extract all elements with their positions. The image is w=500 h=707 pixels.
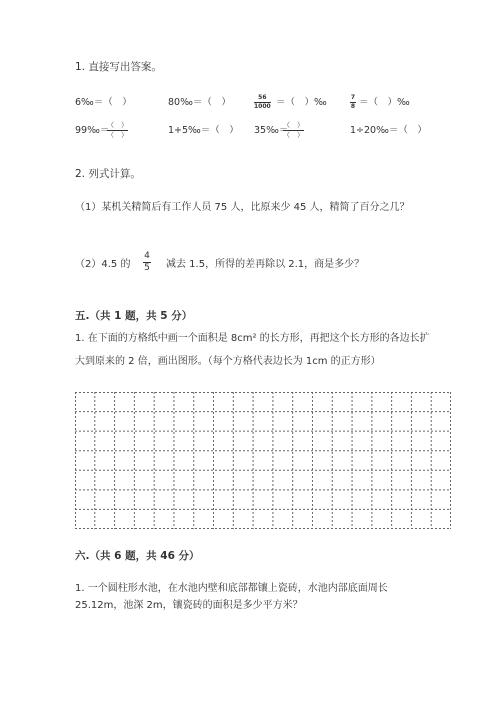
q1-item-1: 6‰＝（ ） <box>75 97 132 108</box>
fraction-denominator: 5 <box>144 263 150 273</box>
section-6-heading: 六.（共 6 题，共 46 分） <box>75 550 200 562</box>
fraction-denominator: （ ） <box>107 131 128 139</box>
q1-item-7-pre: 35‰＝ <box>254 125 289 136</box>
q1-item-2: 80‰＝（ ） <box>168 97 231 108</box>
q1-item-6: 1+5‰＝（ ） <box>168 125 239 136</box>
q1-item-4-fraction <box>350 95 356 110</box>
q1-item-7-fraction <box>283 122 304 139</box>
section-6-question-line-1: 1. 一个圆柱形水池，在水池内壁和底部都镶上瓷砖，水池内部底面周长 <box>75 583 388 594</box>
section-5-heading: 五.（共 1 题，共 5 分） <box>75 310 193 322</box>
q2-problem-1: （1）某机关精简后有工作人员 75 人，比原来少 45 人，精简了百分之几？ <box>75 202 410 213</box>
q1-item-3-fraction <box>254 95 271 110</box>
square-grid-paper[interactable] <box>75 392 451 529</box>
fraction-denominator: 8 <box>350 103 356 110</box>
q2-title: 2. 列式计算。 <box>75 168 141 180</box>
fraction-numerator: 56 <box>258 94 267 101</box>
q1-item-3-rest: ＝（ ）‰ <box>276 97 327 108</box>
q1-item-5-pre: 99‰＝ <box>75 125 110 136</box>
fraction-numerator: （ ） <box>107 121 128 129</box>
section-6-question-line-2: 25.12m，池深 2m，镶瓷砖的面积是多少平方米？ <box>75 600 303 611</box>
fraction-denominator: 1000 <box>254 103 271 110</box>
section-5-question-line-2: 大到原来的 2 倍，画出图形。（每个方格代表边长为 1cm 的正方形） <box>75 356 381 367</box>
q1-item-5-fraction <box>107 122 128 139</box>
q2-problem-2-fraction <box>143 252 151 273</box>
fraction-numerator: （ ） <box>283 121 304 129</box>
q2-problem-2-pre: （2）4.5 的 <box>75 259 131 270</box>
q1-item-4-rest: ＝（ ）‰ <box>359 97 410 108</box>
section-5-question-line-1: 1. 在下面的方格纸中画一个面积是 8cm² 的长方形，再把这个长方形的各边长扩 <box>75 333 430 344</box>
fraction-numerator: 4 <box>144 251 150 261</box>
fraction-denominator: （ ） <box>283 131 304 139</box>
q1-title: 1. 直接写出答案。 <box>75 61 162 73</box>
q2-problem-2-post: 减去 1.5，所得的差再除以 2.1，商是多少？ <box>166 259 365 270</box>
fraction-numerator: 7 <box>350 94 356 101</box>
q1-item-8: 1÷20‰＝（ ） <box>350 125 427 136</box>
